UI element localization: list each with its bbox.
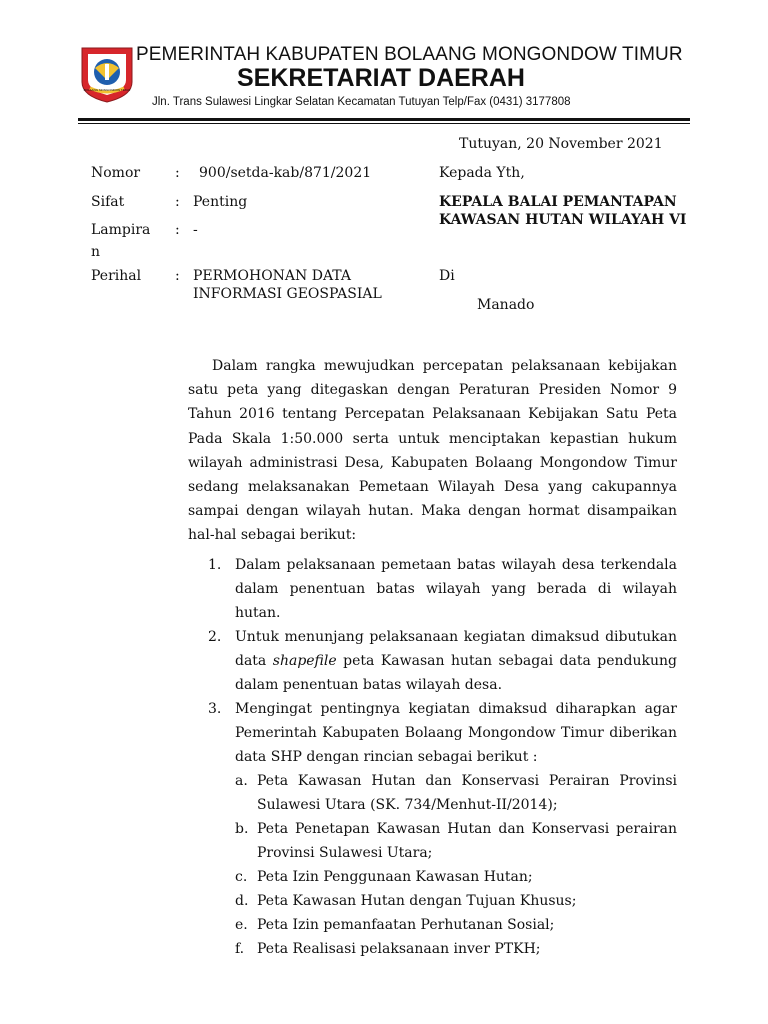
letterhead-rule-thick: [78, 118, 690, 121]
list-item-number: 1.: [208, 557, 222, 573]
sub-list-item: [235, 889, 677, 913]
sub-list-item-text: Peta Kawasan Hutan dengan Tujuan Khusus;: [257, 893, 577, 909]
recipient-name-line2: KAWASAN HUTAN WILAYAH VI: [439, 212, 687, 228]
lampiran-colon: :: [175, 222, 180, 238]
lampiran-label-line2: n: [91, 244, 101, 260]
sub-list: [235, 769, 677, 961]
list-item-text: Mengingat pentingnya kegiatan dimaksud diharapkan agar Pemerintah Kabupaten Bolaang Mongondow Timur diberikan data SHP dengan rincian sebagai berikut :: [235, 701, 677, 765]
sub-list-item: [235, 817, 677, 865]
nomor-value: 900/setda-kab/871/2021: [199, 165, 372, 181]
sifat-colon: :: [175, 194, 180, 210]
nomor-label: Nomor: [91, 165, 141, 181]
svg-text:BOLAANG MONGONDOW TIMUR: BOLAANG MONGONDOW TIMUR: [83, 88, 131, 92]
sifat-value: Penting: [193, 194, 248, 210]
opening-paragraph: Dalam rangka mewujudkan percepatan pelaksanaan kebijakan satu peta yang ditegaskan dengan Peraturan Presiden Nomor 9 Tahun 2016 tentang Percepatan Pelaksanaan Kebijakan Satu Peta Pada Skala 1:50.000 serta untuk menciptakan kepastian hukum wilayah administrasi Desa, Kabupaten Bolaang Mongondow Timur sedang melaksanakan Pemetaan Wilayah Desa yang cakupannya sampai dengan wilayah hutan. Maka dengan hormat disampaikan hal-hal sebagai berikut:: [188, 358, 677, 544]
perihal-label: Perihal: [91, 268, 142, 284]
sub-list-item-letter: b.: [235, 821, 249, 837]
sub-list-item-text: Peta Realisasi pelaksanaan inver PTKH;: [257, 941, 541, 957]
recipient-di: Di: [439, 268, 455, 284]
sub-list-item-text: Peta Izin pemanfaatan Perhutanan Sosial;: [257, 917, 555, 933]
nomor-colon: :: [175, 165, 180, 181]
sub-list-item: [235, 913, 677, 937]
perihal-value-line1: PERMOHONAN DATA: [193, 268, 351, 284]
sub-list-item-letter: d.: [235, 893, 249, 909]
list-item-number: 3.: [208, 701, 222, 717]
list-item-italic-term: shapefile: [272, 653, 337, 669]
sub-list-item-letter: c.: [235, 869, 248, 885]
sub-list-item: [235, 937, 677, 961]
letterhead-government: PEMERINTAH KABUPATEN BOLAANG MONGONDOW TIMUR: [136, 44, 683, 65]
sub-list-item-text: Peta Penetapan Kawasan Hutan dan Konservasi perairan Provinsi Sulawesi Utara;: [257, 821, 677, 861]
recipient-city: Manado: [477, 297, 535, 313]
letterhead-secretariat: SEKRETARIAT DAERAH: [237, 64, 525, 92]
recipient-greeting: Kepada Yth,: [439, 165, 525, 181]
list-item-text: Dalam pelaksanaan pemetaan batas wilayah desa terkendala dalam penentuan batas wilayah yang berada di wilayah hutan.: [235, 557, 677, 621]
sub-list-item-text: Peta Kawasan Hutan dan Konservasi Perairan Provinsi Sulawesi Utara (SK. 734/Menhut-II/2014);: [257, 773, 677, 813]
letterhead-rule-thin: [78, 123, 690, 124]
regency-logo: [78, 44, 136, 104]
lampiran-value: -: [193, 222, 198, 238]
sub-list-item-text: Peta Izin Penggunaan Kawasan Hutan;: [257, 869, 533, 885]
list-item: [208, 625, 677, 697]
letter-date: Tutuyan, 20 November 2021: [459, 136, 663, 152]
recipient-name-line1: KEPALA BALAI PEMANTAPAN: [439, 194, 677, 210]
sub-list-item-letter: e.: [235, 917, 248, 933]
sub-list-item: [235, 769, 677, 817]
lampiran-label-line1: Lampira: [91, 222, 151, 238]
sub-list-item-letter: a.: [235, 773, 248, 789]
list-item: [208, 697, 677, 961]
perihal-colon: :: [175, 268, 180, 284]
sub-list-item: [235, 865, 677, 889]
sifat-label: Sifat: [91, 194, 125, 210]
list-item-number: 2.: [208, 629, 222, 645]
letterhead-address: Jln. Trans Sulawesi Lingkar Selatan Kecamatan Tutuyan Telp/Fax (0431) 3177808: [152, 96, 571, 108]
list-item-text: Untuk menunjang pelaksanaan kegiatan dimaksud dibutukan data: [235, 629, 677, 669]
perihal-value-line2: INFORMASI GEOSPASIAL: [193, 286, 382, 302]
list-item: [208, 553, 677, 625]
sub-list-item-letter: f.: [235, 941, 245, 957]
request-list: [208, 553, 677, 961]
list-item-text-continued: peta Kawasan hutan sebagai data pendukung dalam penentuan batas wilayah desa.: [235, 653, 677, 693]
